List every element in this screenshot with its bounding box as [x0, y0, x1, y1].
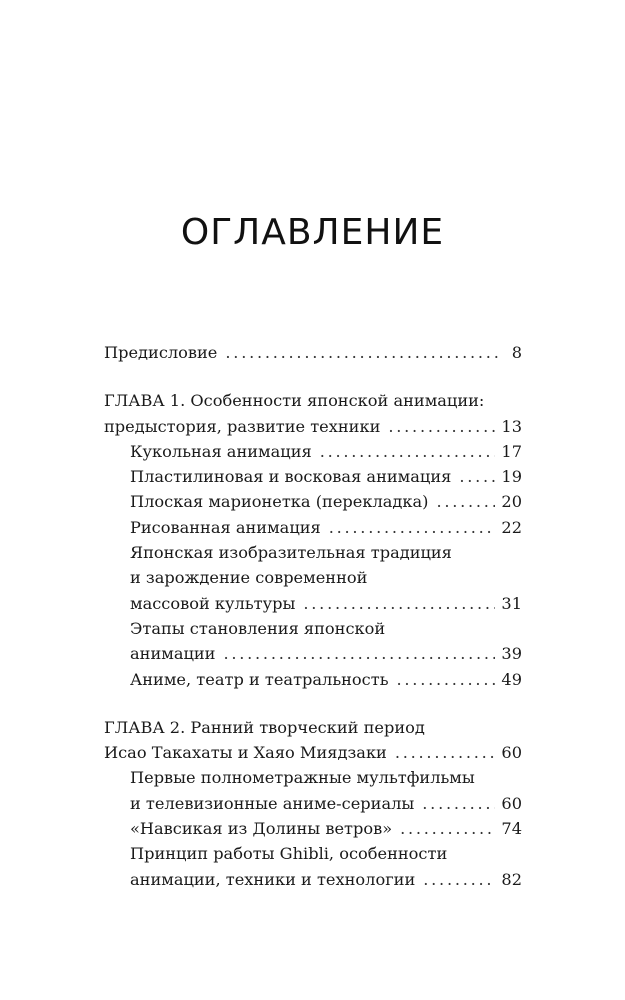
- toc-entry-title: анимации: [130, 644, 216, 664]
- toc-page-number: 39: [501, 644, 522, 664]
- toc-entry-last-line: [130, 867, 522, 892]
- dot-leader: [388, 414, 495, 439]
- toc-page-number: 49: [501, 669, 522, 689]
- chapter-title-line: ГЛАВА 2. Ранний творческий период: [104, 717, 425, 737]
- toc-entry-title: Рисованная анимация: [130, 517, 321, 537]
- toc-page-number: 82: [501, 869, 522, 889]
- toc-entry-title: и зарождение современной: [130, 568, 368, 588]
- table-of-contents: [104, 340, 522, 892]
- dot-leader: [329, 515, 496, 540]
- dot-leader: [436, 489, 495, 514]
- spacer: [104, 692, 522, 715]
- toc-page-number: 13: [501, 416, 522, 436]
- toc-page-number: 19: [501, 467, 522, 487]
- toc-section-entry[interactable]: [130, 489, 522, 514]
- toc-section-entry[interactable]: [130, 841, 522, 892]
- toc-section-list: [104, 765, 522, 891]
- toc-page-number: 8: [511, 343, 522, 362]
- toc-page-number: 31: [501, 593, 522, 613]
- toc-section-entry[interactable]: [130, 515, 522, 540]
- dot-leader: [400, 816, 495, 841]
- toc-page-number: 22: [501, 517, 522, 537]
- dot-leader: [397, 667, 496, 692]
- toc-page-number: 74: [501, 819, 522, 839]
- toc-entry-title: и телевизионные аниме-сериалы: [130, 793, 415, 813]
- toc-entry-title: Японская изобразительная традиция: [130, 543, 452, 563]
- dot-leader: [223, 641, 495, 666]
- toc-entry-last-line: [130, 791, 522, 816]
- toc-entry-title: Предисловие: [104, 343, 218, 362]
- toc-section-list: [104, 439, 522, 692]
- chapter-title-line: ГЛАВА 1. Особенности японской анимации:: [104, 391, 485, 411]
- toc-page-number: 20: [501, 492, 522, 512]
- toc-section-entry[interactable]: [130, 464, 522, 489]
- toc-section-entry[interactable]: [130, 616, 522, 667]
- toc-entry-preface[interactable]: [104, 340, 522, 365]
- toc-entry-title: Принцип работы Ghibli, особенности: [130, 844, 448, 864]
- dot-leader: [422, 791, 495, 816]
- dot-leader: [303, 591, 495, 616]
- dot-leader: [423, 867, 495, 892]
- toc-entry-title: массовой культуры: [130, 593, 296, 613]
- dot-leader: [395, 740, 496, 765]
- toc-chapter-2[interactable]: [104, 715, 522, 766]
- toc-entry-title: «Навсикая из Долины ветров»: [130, 819, 393, 839]
- chapter-title-line: Исао Такахаты и Хаяо Миядзаки: [104, 743, 387, 763]
- page-title: ОГЛАВЛЕНИЕ: [180, 212, 445, 253]
- dot-leader: [459, 464, 495, 489]
- chapter-title-line: предыстория, развитие техники: [104, 416, 381, 436]
- chapter-title-row: [104, 740, 522, 765]
- toc-section-entry[interactable]: [130, 765, 522, 816]
- toc-entry-title: Этапы становления японской: [130, 618, 386, 638]
- toc-page-number: 17: [501, 441, 522, 461]
- toc-chapter-1[interactable]: [104, 388, 522, 439]
- toc-entry-title: анимации, техники и технологии: [130, 869, 416, 889]
- dot-leader: [225, 340, 498, 365]
- spacer: [104, 365, 522, 388]
- toc-entry-last-line: [130, 591, 522, 616]
- toc-entry-title: Плоская марионетка (перекладка): [130, 492, 429, 512]
- toc-entry-title: Кукольная анимация: [130, 441, 312, 461]
- toc-section-entry[interactable]: [130, 816, 522, 841]
- dot-leader: [320, 439, 496, 464]
- toc-page-number: 60: [501, 793, 522, 813]
- toc-section-entry[interactable]: [130, 439, 522, 464]
- toc-entry-last-line: [130, 641, 522, 666]
- toc-entry-title: Аниме, театр и театральность: [130, 669, 389, 689]
- chapter-title-row: [104, 414, 522, 439]
- toc-section-entry[interactable]: [130, 667, 522, 692]
- toc-entry-title: Пластилиновая и восковая анимация: [130, 467, 452, 487]
- toc-page-number: 60: [501, 743, 522, 763]
- toc-entry-title: Первые полнометражные мультфильмы: [130, 768, 475, 788]
- toc-section-entry[interactable]: [130, 540, 522, 616]
